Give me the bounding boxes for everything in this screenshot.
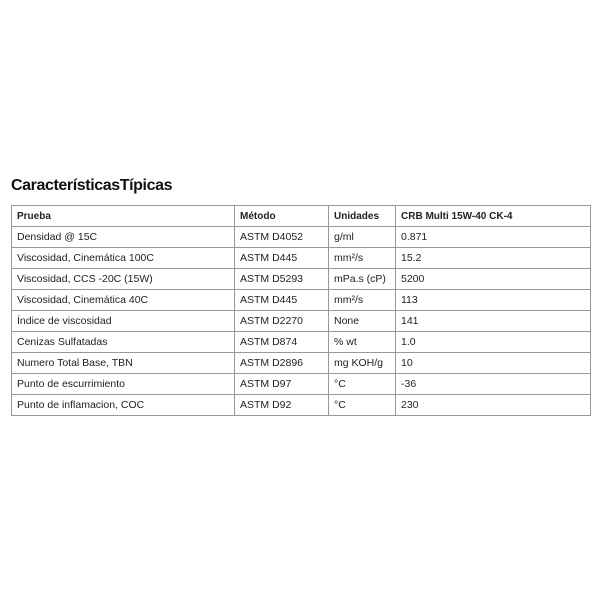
cell-metodo: ASTM D2896 xyxy=(235,353,329,374)
cell-metodo: ASTM D4052 xyxy=(235,227,329,248)
cell-metodo: ASTM D874 xyxy=(235,332,329,353)
cell-prueba: Densidad @ 15C xyxy=(12,227,235,248)
cell-valor: 5200 xyxy=(396,269,591,290)
cell-metodo: ASTM D2270 xyxy=(235,311,329,332)
section-title: CaracterísticasTípicas xyxy=(11,177,173,194)
table-row xyxy=(12,227,591,248)
table-row xyxy=(12,332,591,353)
cell-prueba: Índice de viscosidad xyxy=(12,311,235,332)
cell-unidades: °C xyxy=(329,374,396,395)
header-metodo: Método xyxy=(235,206,329,227)
header-product: CRB Multi 15W-40 CK-4 xyxy=(396,206,591,227)
cell-metodo: ASTM D445 xyxy=(235,248,329,269)
cell-valor: 230 xyxy=(396,395,591,416)
cell-metodo: ASTM D92 xyxy=(235,395,329,416)
cell-unidades: mPa.s (cP) xyxy=(329,269,396,290)
typical-properties-table xyxy=(11,205,591,416)
cell-metodo: ASTM D445 xyxy=(235,290,329,311)
header-prueba: Prueba xyxy=(12,206,235,227)
cell-valor: -36 xyxy=(396,374,591,395)
table-row xyxy=(12,290,591,311)
table-row xyxy=(12,353,591,374)
table-row xyxy=(12,248,591,269)
cell-unidades: mm²/s xyxy=(329,290,396,311)
cell-valor: 141 xyxy=(396,311,591,332)
cell-metodo: ASTM D97 xyxy=(235,374,329,395)
cell-unidades: °C xyxy=(329,395,396,416)
cell-prueba: Punto de escurrimiento xyxy=(12,374,235,395)
table-row xyxy=(12,269,591,290)
cell-valor: 113 xyxy=(396,290,591,311)
cell-prueba: Punto de inflamacion, COC xyxy=(12,395,235,416)
cell-valor: 10 xyxy=(396,353,591,374)
cell-prueba: Cenizas Sulfatadas xyxy=(12,332,235,353)
cell-unidades: % wt xyxy=(329,332,396,353)
cell-valor: 0.871 xyxy=(396,227,591,248)
table-row xyxy=(12,374,591,395)
cell-metodo: ASTM D5293 xyxy=(235,269,329,290)
cell-valor: 1.0 xyxy=(396,332,591,353)
cell-unidades: None xyxy=(329,311,396,332)
cell-unidades: g/ml xyxy=(329,227,396,248)
cell-prueba: Viscosidad, Cinemática 100C xyxy=(12,248,235,269)
cell-valor: 15.2 xyxy=(396,248,591,269)
cell-prueba: Numero Total Base, TBN xyxy=(12,353,235,374)
cell-prueba: Viscosidad, Cinemática 40C xyxy=(12,290,235,311)
header-unidades: Unidades xyxy=(329,206,396,227)
cell-unidades: mm²/s xyxy=(329,248,396,269)
cell-unidades: mg KOH/g xyxy=(329,353,396,374)
table-header-row xyxy=(12,206,591,227)
table-row xyxy=(12,395,591,416)
table-row xyxy=(12,311,591,332)
cell-prueba: Viscosidad, CCS -20C (15W) xyxy=(12,269,235,290)
